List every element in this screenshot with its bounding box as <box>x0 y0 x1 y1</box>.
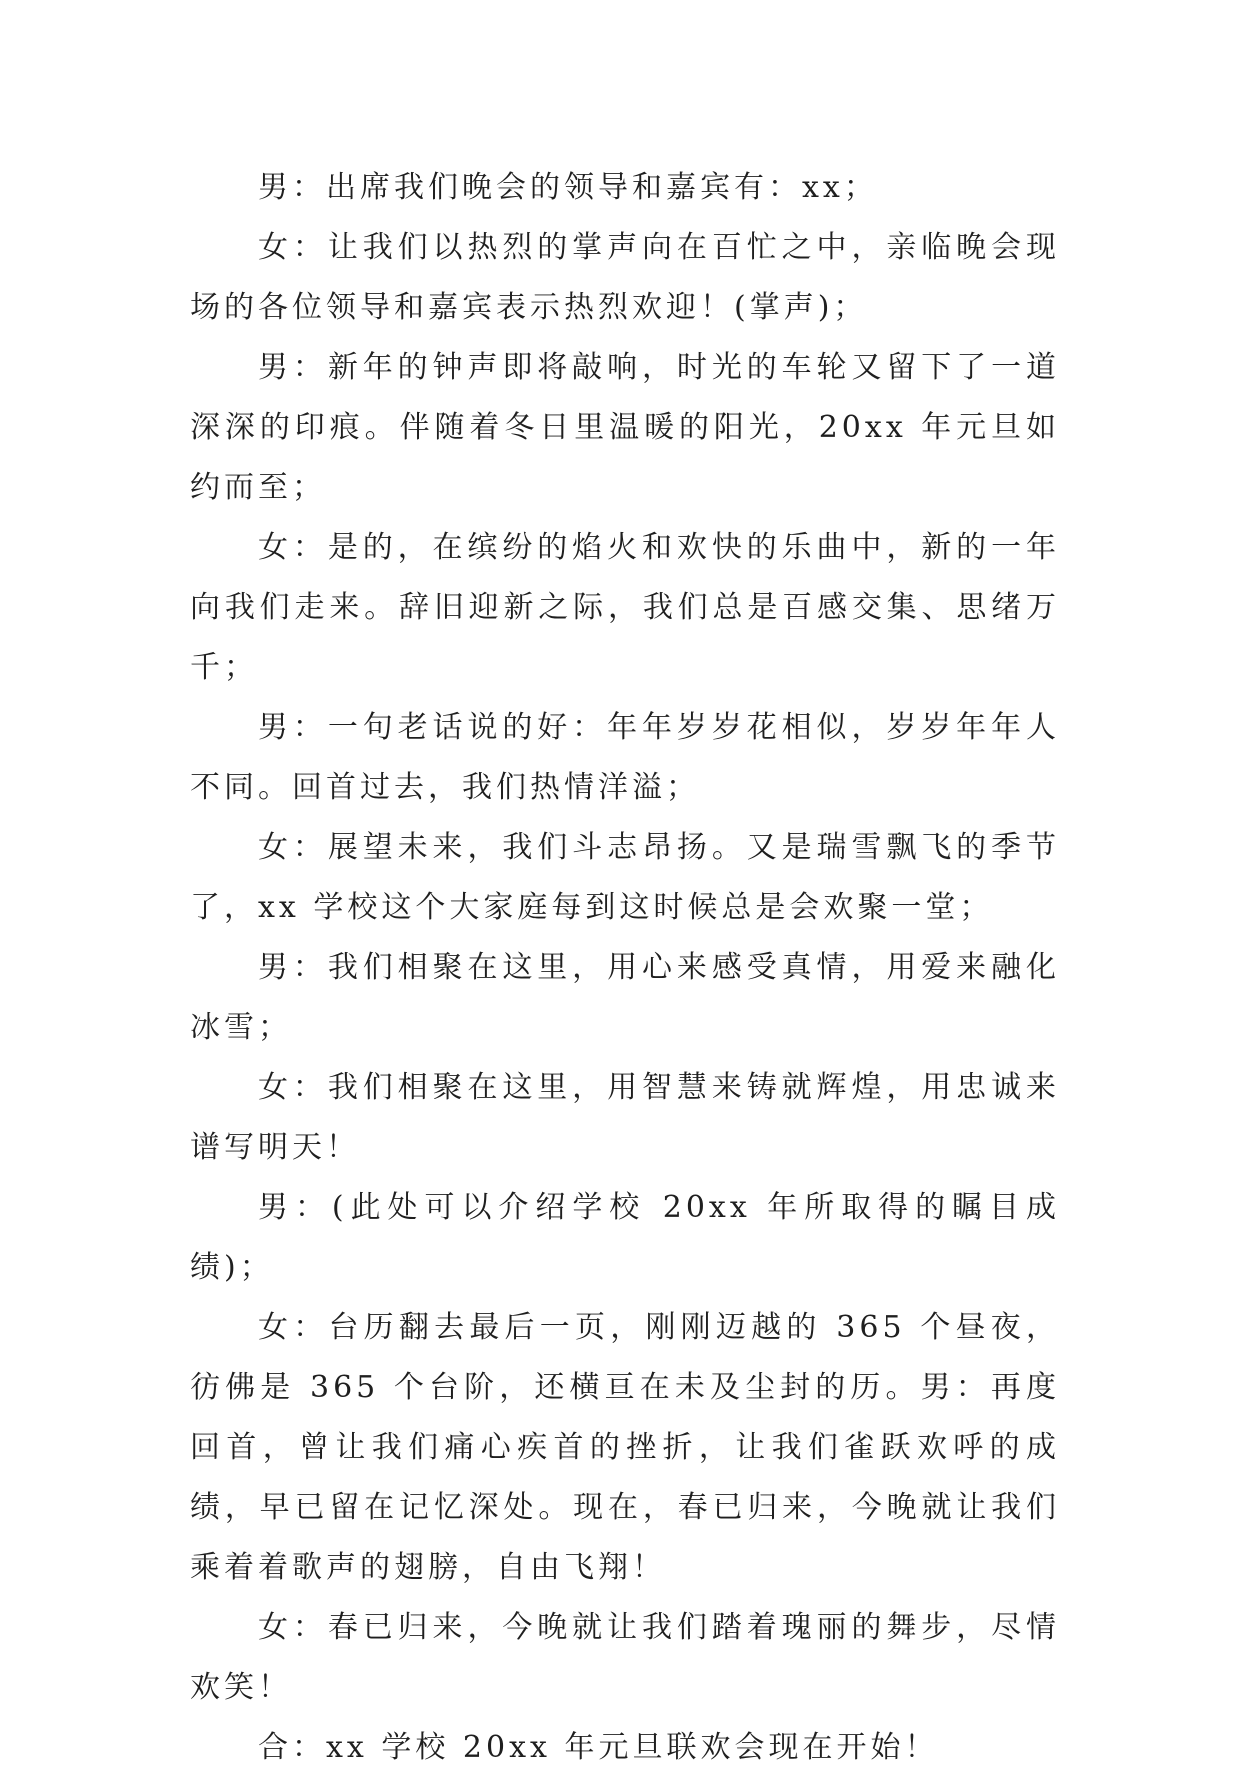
paragraph-female-fireworks: 女：是的，在缤纷的焰火和欢快的乐曲中，新的一年向我们走来。辞旧迎新之际，我们总是百感交集、思绪万千； <box>190 530 1060 685</box>
paragraph-together-opening: 合：xx 学校 20xx 年元旦联欢会现在开始！ <box>258 1730 939 1765</box>
paragraph-female-future: 女：展望未来，我们斗志昂扬。又是瑞雪飘飞的季节了，xx 学校这个大家庭每到这时候总是会欢聚一堂； <box>190 830 1060 925</box>
paragraph-male-old-saying: 男：一句老话说的好：年年岁岁花相似，岁岁年年人不同。回首过去，我们热情洋溢； <box>190 710 1060 805</box>
paragraph-female-dance: 女：春已归来，今晚就让我们踏着瑰丽的舞步，尽情欢笑！ <box>190 1610 1060 1705</box>
paragraph-male-achievements: 男：(此处可以介绍学校 20xx 年所取得的瞩目成绩)； <box>190 1190 1060 1285</box>
script-body <box>190 158 1060 1778</box>
paragraph-male-guests: 男：出席我们晚会的领导和嘉宾有：xx； <box>258 170 878 205</box>
paragraph-female-wisdom: 女：我们相聚在这里，用智慧来铸就辉煌，用忠诚来谱写明天！ <box>190 1070 1060 1165</box>
paragraph-female-welcome: 女：让我们以热烈的掌声向在百忙之中，亲临晚会现场的各位领导和嘉宾表示热烈欢迎！(掌声)； <box>190 230 1060 325</box>
paragraph-male-gathering: 男：我们相聚在这里，用心来感受真情，用爱来融化冰雪； <box>190 950 1060 1045</box>
paragraph-female-calendar: 女：台历翻去最后一页，刚刚迈越的 365 个昼夜，彷佛是 365 个台阶，还横亘在未及尘封的历。男：再度回首，曾让我们痛心疾首的挫折，让我们雀跃欢呼的成绩，早已留在记忆深处。现在，春已归来，今晚就让我们乘着着歌声的翅膀，自由飞翔！ <box>190 1310 1060 1585</box>
paragraph-male-new-year-bell: 男：新年的钟声即将敲响，时光的车轮又留下了一道深深的印痕。伴随着冬日里温暖的阳光，20xx 年元旦如约而至； <box>190 350 1060 505</box>
